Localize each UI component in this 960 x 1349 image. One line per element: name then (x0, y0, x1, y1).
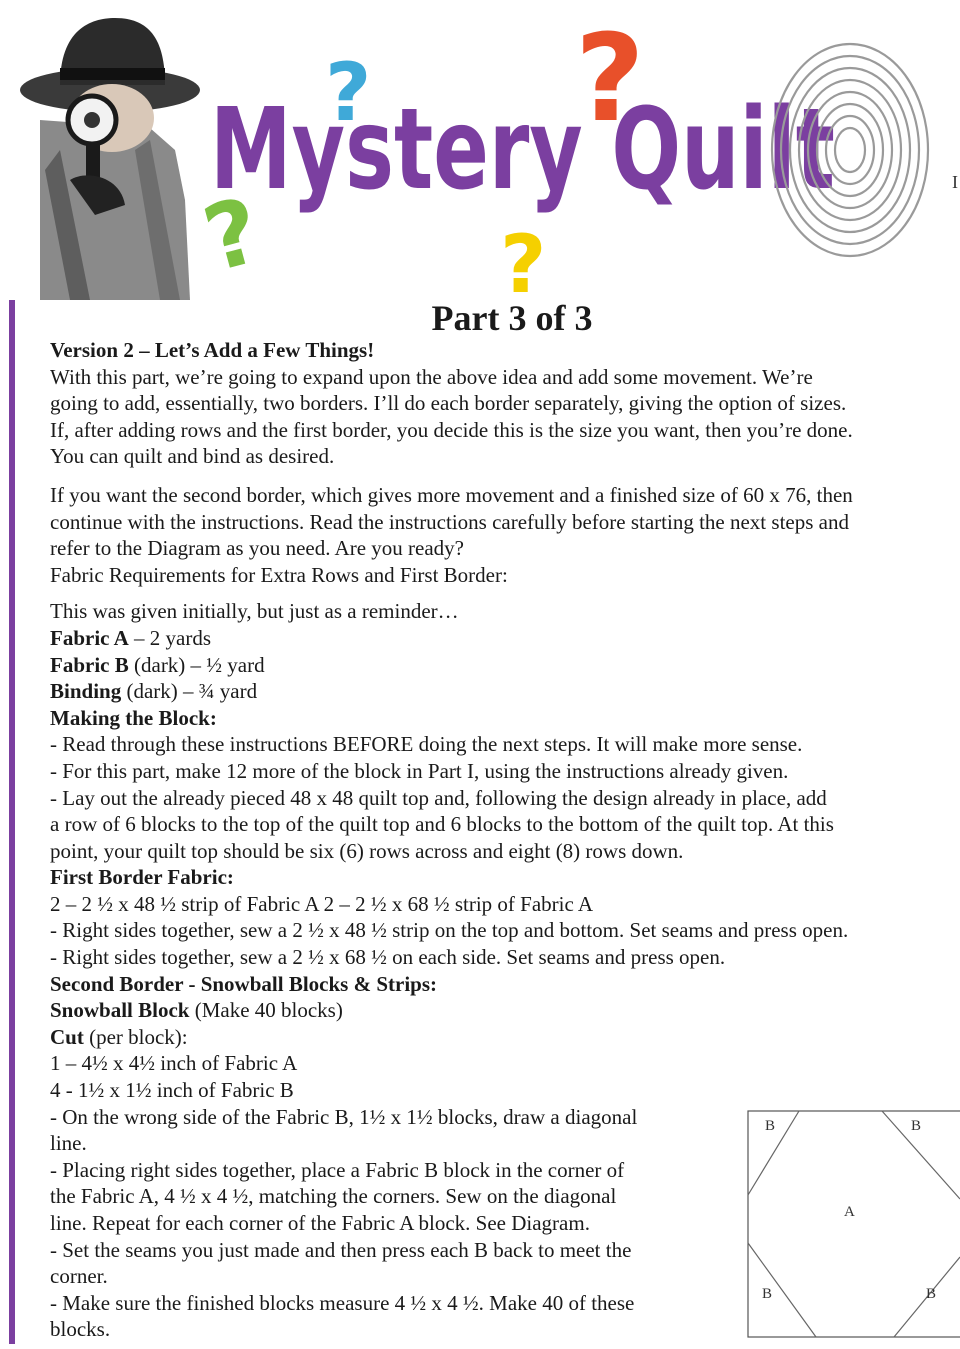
step-line: - Set the seams you just made and then press each B back to meet the (50, 1237, 632, 1262)
step-line: - Read through these instructions BEFORE doing the next steps. It will make more sense. (50, 732, 803, 757)
label-b-bottom-right: B (926, 1286, 937, 1302)
paragraph-line: With this part, we’re going to expand upon the above idea and add some movement. We’re (50, 364, 813, 389)
fabric-a-line: Fabric A – 2 yards (50, 625, 211, 650)
svg-text:?: ? (500, 218, 547, 305)
making-block-heading: Making the Block: (50, 705, 217, 730)
paragraph-line: Fabric Requirements for Extra Rows and First Border: (50, 562, 508, 587)
step-line: line. (50, 1131, 87, 1156)
step-line: blocks. (50, 1317, 111, 1342)
step-line: point, your quilt top should be six (6) rows across and eight (8) rows down. (50, 838, 684, 863)
cut-item: 1 – 4½ x 4½ inch of Fabric A (50, 1051, 298, 1076)
step-line: - On the wrong side of the Fabric B, 1½ x 1½ blocks, draw a diagonal (50, 1104, 638, 1129)
step-line: - Right sides together, sew a 2 ½ x 68 ½ on each side. Set seams and press open. (50, 945, 726, 970)
paragraph-line: If you want the second border, which gives more movement and a finished size of 60 x 76, then (50, 482, 853, 507)
side-accent-bar (9, 300, 15, 1344)
step-line: corner. (50, 1264, 108, 1289)
label-b-bottom-left: B (762, 1286, 773, 1302)
paragraph-line: refer to the Diagram as you need. Are you ready? (50, 536, 464, 561)
intro-heading: Version 2 – Let’s Add a Few Things! (50, 338, 375, 362)
step-line: - Make sure the finished blocks measure 4 ½ x 4 ½. Make 40 of these (50, 1290, 635, 1315)
second-border-heading: Second Border - Snowball Blocks & Strips: (50, 971, 437, 996)
fabric-b-line: Fabric B (dark) – ½ yard (50, 652, 265, 677)
detective-figure-icon (20, 18, 200, 300)
paragraph-line: If, after adding rows and the first border, you decide this is the size you want, then you’re done. (50, 417, 853, 442)
step-line: - Placing right sides together, place a Fabric B block in the corner of (50, 1157, 625, 1182)
label-b-top-left: B (765, 1118, 776, 1134)
svg-text:?: ? (325, 46, 372, 139)
header-edge-mark: I (952, 172, 958, 192)
step-line: a row of 6 blocks to the top of the quilt top and 6 blocks to the bottom of the quilt top. At this (50, 812, 834, 837)
first-border-heading: First Border Fabric: (50, 865, 234, 890)
logo-text: Mystery Quilt (210, 85, 835, 215)
svg-text:?: ? (575, 10, 645, 149)
cut-item: 4 - 1½ x 1½ inch of Fabric B (50, 1078, 294, 1103)
step-line: - For this part, make 12 more of the block in Part I, using the instructions already given. (50, 758, 789, 783)
svg-text:?: ? (193, 177, 272, 293)
page-title: Part 3 of 3 (431, 298, 593, 338)
label-a-center: A (844, 1204, 855, 1220)
binding-line: Binding (dark) – ¾ yard (50, 679, 258, 704)
paragraph-line: going to add, essentially, two borders. I’ll do each border separately, giving the option of sizes. (50, 391, 847, 416)
reminder-line: This was given initially, but just as a reminder… (50, 599, 459, 624)
snowball-block-diagram (744, 1107, 960, 1344)
cut-line: Cut (per block): (50, 1024, 188, 1049)
header-art (0, 0, 960, 305)
header-banner (0, 0, 960, 305)
label-b-top-right: B (911, 1118, 922, 1134)
paragraph-line: You can quilt and bind as desired. (50, 444, 335, 469)
step-line: - Lay out the already pieced 48 x 48 quilt top and, following the design already in place, add (50, 785, 827, 810)
step-line: line. Repeat for each corner of the Fabric A block. See Diagram. (50, 1211, 590, 1235)
step-line: - Right sides together, sew a 2 ½ x 48 ½ strip on the top and bottom. Set seams and press open. (50, 918, 849, 943)
step-line: the Fabric A, 4 ½ x 4 ½, matching the corners. Sew on the diagonal (50, 1184, 617, 1209)
paragraph-line: continue with the instructions. Read the instructions carefully before starting the next steps and (50, 509, 849, 534)
snowball-line: Snowball Block (Make 40 blocks) (50, 998, 343, 1023)
step-line: 2 – 2 ½ x 48 ½ strip of Fabric A 2 – 2 ½ x 68 ½ strip of Fabric A (50, 891, 594, 916)
